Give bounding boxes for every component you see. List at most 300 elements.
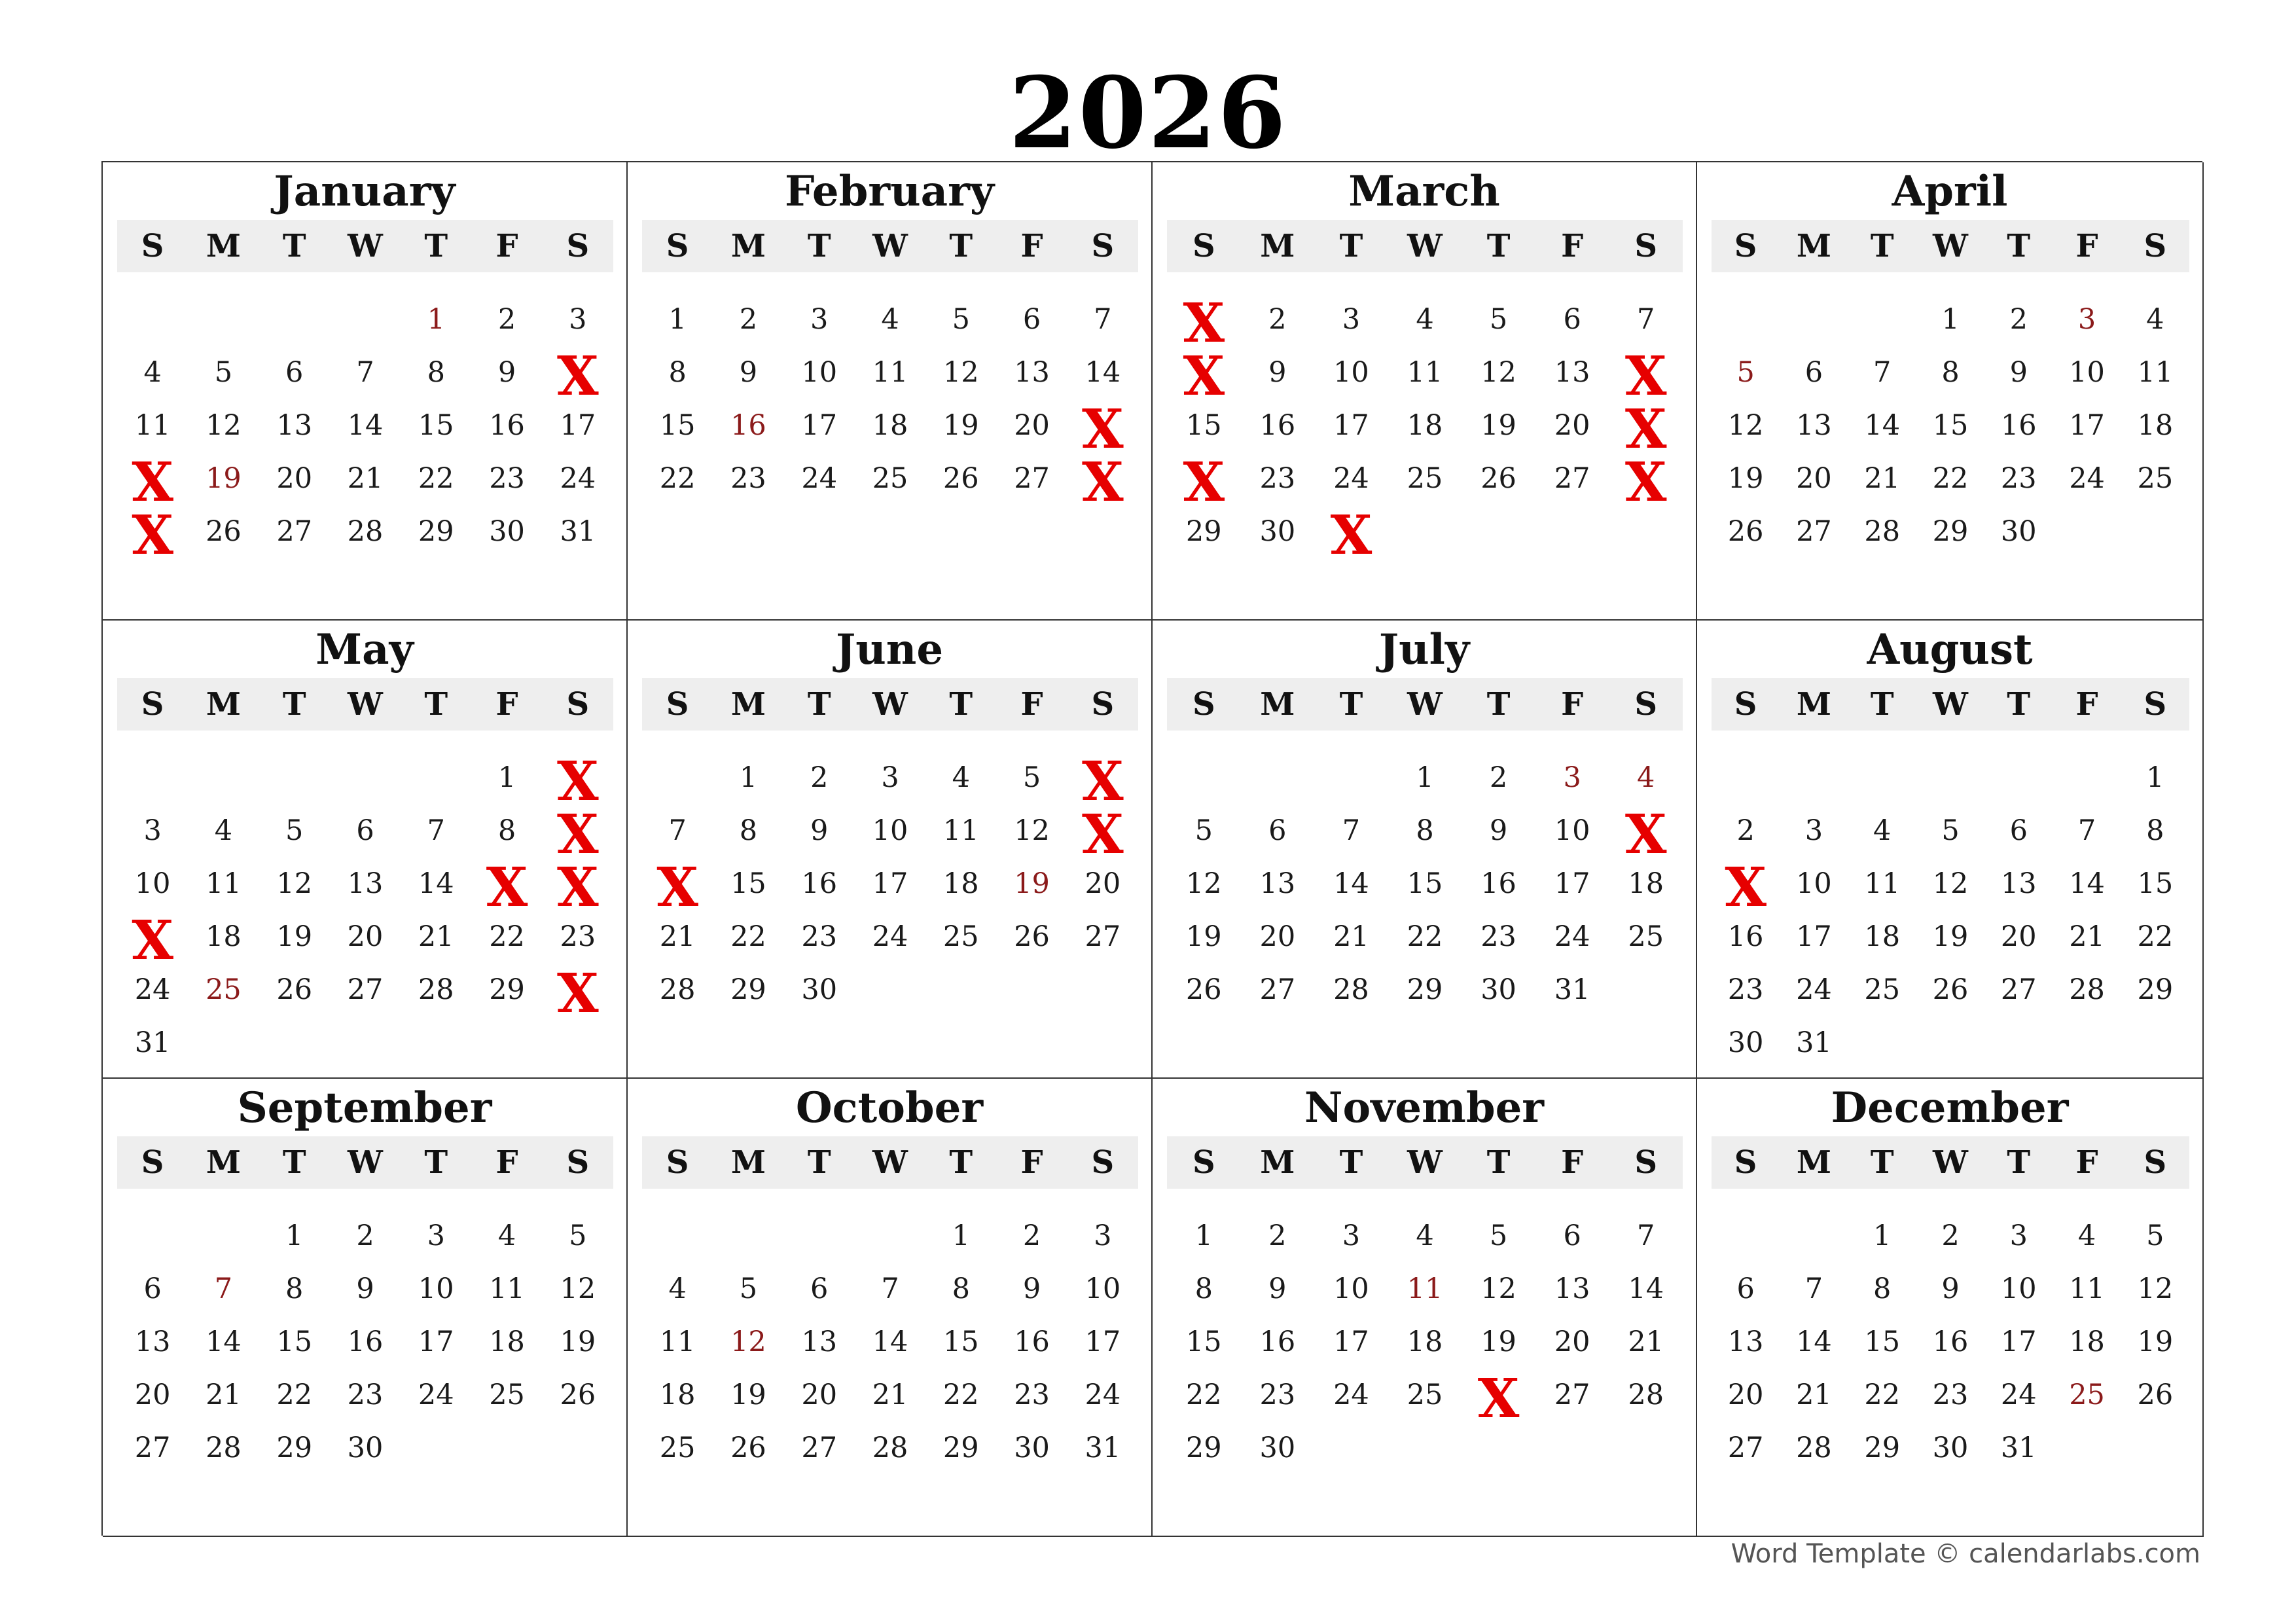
day-cell: 26 [560,1379,596,1411]
day-cell: 13 [1554,356,1590,389]
day-cell: 1 [1416,761,1434,794]
holiday-day: 25 [2069,1379,2105,1411]
calendar-grid [101,161,2202,1536]
day-cell: 30 [2000,515,2037,548]
day-cell: 17 [801,409,838,442]
day-cell: 23 [1014,1379,1050,1411]
day-cell: 28 [1864,515,1901,548]
day-cell: 3 [427,1219,445,1252]
day-cell: 14 [1628,1272,1664,1305]
day-cell: 12 [206,409,242,442]
day-cell: 17 [2000,1326,2037,1358]
weekday-label: S [666,228,689,264]
day-cell: 4 [952,761,970,794]
weekday-label: M [730,228,766,264]
day-cell: 9 [2009,356,2028,389]
day-cell: 4 [1873,814,1892,847]
day-cell: 8 [497,814,516,847]
day-cell: 18 [2069,1326,2105,1358]
day-cell: 26 [2137,1379,2174,1411]
marked-day: X [1725,856,1767,919]
weekday-label: T [1870,686,1894,723]
day-cell: 1 [739,761,758,794]
day-cell: 28 [1333,973,1369,1006]
day-cell: 10 [1796,867,1832,900]
weekday-label: T [282,228,306,264]
weekday-label: T [949,686,973,723]
month-june [628,621,1153,1079]
day-cell: 29 [418,515,454,548]
weekday-label: T [1870,228,1894,264]
weekday-label: T [1870,1144,1894,1181]
holiday-day: 1 [427,303,445,336]
holiday-day: 11 [1407,1272,1443,1305]
day-cell: 15 [1185,1326,1222,1358]
day-cell: 8 [1941,356,1960,389]
day-cell: 7 [427,814,445,847]
day-cell: 20 [347,920,384,953]
day-cell: 24 [872,920,908,953]
day-cell: 14 [2069,867,2105,900]
day-cell: 1 [285,1219,304,1252]
marked-day: X [1183,345,1225,408]
day-cell: 8 [1873,1272,1892,1305]
holiday-day: 3 [2077,303,2096,336]
day-cell: 30 [1014,1432,1050,1464]
marked-day: X [656,856,698,919]
day-cell: 4 [143,356,162,389]
weekday-label: T [2007,1144,2031,1181]
day-cell: 13 [1796,409,1832,442]
day-cell: 22 [1932,462,1969,495]
month-title: November [1304,1083,1544,1132]
day-cell: 10 [2000,1272,2037,1305]
day-cell: 15 [1932,409,1969,442]
weekday-label: T [424,1144,448,1181]
day-cell: 27 [1014,462,1050,495]
weekday-label: S [1192,1144,1215,1181]
day-cell: 23 [489,462,525,495]
day-cell: 12 [1185,867,1222,900]
day-cell: 14 [1796,1326,1832,1358]
day-cell: 4 [497,1219,516,1252]
weekday-label: T [2007,228,2031,264]
weekday-label: F [495,1144,518,1181]
day-cell: 31 [1554,973,1590,1006]
day-cell: 25 [1864,973,1901,1006]
day-cell: 24 [134,973,171,1006]
day-cell: 2 [810,761,829,794]
weekday-label: F [2075,1144,2098,1181]
day-cell: 8 [668,356,687,389]
day-cell: 27 [1727,1432,1764,1464]
day-cell: 5 [2146,1219,2164,1252]
day-cell: 4 [1416,303,1434,336]
day-cell: 31 [2000,1432,2037,1464]
day-cell: 21 [1864,462,1901,495]
year-title: 2026 [1009,56,1287,171]
day-cell: 8 [285,1272,304,1305]
marked-day: X [1624,451,1667,514]
weekday-label: T [949,1144,973,1181]
weekday-header [117,220,613,272]
weekday-label: S [1634,686,1658,723]
day-cell: 11 [2069,1272,2105,1305]
day-cell: 13 [1259,867,1296,900]
day-cell: 31 [1085,1432,1121,1464]
weekday-label: M [206,228,241,264]
day-cell: 19 [1480,1326,1516,1358]
day-cell: 23 [560,920,596,953]
day-cell: 11 [2137,356,2174,389]
day-cell: 23 [2000,462,2037,495]
weekday-label: S [666,1144,689,1181]
day-cell: 7 [1637,1219,1655,1252]
day-cell: 3 [143,814,162,847]
day-cell: 12 [276,867,313,900]
day-cell: 10 [801,356,838,389]
day-cell: 26 [942,462,979,495]
day-cell: 7 [1804,1272,1823,1305]
month-title: August [1867,625,2033,674]
day-cell: 31 [560,515,596,548]
marked-day: X [132,451,173,514]
weekday-label: W [872,1144,908,1181]
day-cell: 17 [1796,920,1832,953]
day-cell: 24 [1333,462,1369,495]
holiday-day: 25 [206,973,242,1006]
marked-day: X [132,504,173,567]
day-cell: 15 [1185,409,1222,442]
day-cell: 6 [1022,303,1041,336]
month-title: May [315,625,414,674]
day-cell: 17 [872,867,908,900]
day-cell: 11 [134,409,171,442]
weekday-label: W [872,686,908,723]
day-cell: 7 [1094,303,1112,336]
day-cell: 26 [276,973,313,1006]
day-cell: 28 [1628,1379,1664,1411]
day-cell: 27 [1259,973,1296,1006]
weekday-label: W [1407,686,1443,723]
day-cell: 21 [1796,1379,1832,1411]
day-cell: 16 [1259,409,1296,442]
day-cell: 16 [1480,867,1516,900]
day-cell: 12 [1014,814,1050,847]
day-cell: 6 [143,1272,162,1305]
day-cell: 13 [1727,1326,1764,1358]
day-cell: 28 [659,973,696,1006]
day-cell: 23 [1259,1379,1296,1411]
day-cell: 24 [1333,1379,1369,1411]
day-cell: 12 [560,1272,596,1305]
weekday-header [1712,1136,2189,1189]
day-cell: 19 [560,1326,596,1358]
weekday-label: S [1192,228,1215,264]
day-cell: 31 [1796,1026,1832,1059]
day-cell: 28 [418,973,454,1006]
day-cell: 20 [134,1379,171,1411]
day-cell: 20 [1554,1326,1590,1358]
weekday-label: S [1734,1144,1757,1181]
day-cell: 9 [1941,1272,1960,1305]
day-cell: 6 [1563,1219,1581,1252]
day-cell: 11 [1864,867,1901,900]
weekday-header [1712,220,2189,272]
weekday-label: W [348,686,383,723]
month-march [1153,162,1697,621]
day-cell: 20 [1014,409,1050,442]
day-cell: 15 [1864,1326,1901,1358]
marked-day: X [1082,750,1124,813]
day-cell: 2 [1941,1219,1960,1252]
day-cell: 20 [1259,920,1296,953]
day-cell: 13 [2000,867,2037,900]
day-cell: 13 [1554,1272,1590,1305]
weekday-label: S [141,1144,164,1181]
day-cell: 7 [356,356,374,389]
day-cell: 25 [872,462,908,495]
day-cell: 2 [356,1219,374,1252]
day-cell: 22 [1864,1379,1901,1411]
day-cell: 27 [1796,515,1832,548]
day-cell: 28 [206,1432,242,1464]
weekday-label: W [348,1144,383,1181]
day-cell: 15 [659,409,696,442]
day-cell: 18 [1407,409,1443,442]
day-cell: 16 [1259,1326,1296,1358]
weekday-label: W [872,228,908,264]
day-cell: 9 [1022,1272,1041,1305]
day-cell: 12 [942,356,979,389]
day-cell: 29 [1932,515,1969,548]
weekday-label: T [2007,686,2031,723]
month-november [1153,1079,1697,1537]
day-cell: 8 [952,1272,970,1305]
day-cell: 30 [489,515,525,548]
day-cell: 21 [206,1379,242,1411]
month-december [1697,1079,2204,1537]
day-cell: 14 [1085,356,1121,389]
day-cell: 10 [1333,356,1369,389]
day-cell: 4 [2077,1219,2096,1252]
day-cell: 8 [739,814,758,847]
day-cell: 20 [2000,920,2037,953]
month-title: January [274,167,456,216]
day-cell: 16 [1727,920,1764,953]
day-cell: 20 [1085,867,1121,900]
day-cell: 13 [276,409,313,442]
day-cell: 26 [1185,973,1222,1006]
day-cell: 22 [489,920,525,953]
day-cell: 14 [347,409,384,442]
marked-day: X [1330,504,1372,567]
weekday-label: S [1091,228,1115,264]
day-cell: 19 [1932,920,1969,953]
day-cell: 7 [668,814,687,847]
footer-credit: Word Template © calendarlabs.com [1731,1539,2200,1569]
day-cell: 16 [1932,1326,1969,1358]
marked-day: X [1183,451,1225,514]
day-cell: 26 [1480,462,1516,495]
day-cell: 15 [418,409,454,442]
day-cell: 14 [206,1326,242,1358]
day-cell: 26 [1727,515,1764,548]
day-cell: 5 [1022,761,1041,794]
holiday-day: 12 [730,1326,766,1358]
day-cell: 11 [872,356,908,389]
day-cell: 21 [1333,920,1369,953]
day-cell: 17 [418,1326,454,1358]
day-cell: 23 [801,920,838,953]
day-cell: 18 [942,867,979,900]
month-july [1153,621,1697,1079]
marked-day: X [1082,398,1124,461]
marked-day: X [1624,398,1667,461]
day-cell: 19 [2137,1326,2174,1358]
marked-day: X [1624,803,1667,866]
day-cell: 30 [1259,515,1296,548]
day-cell: 1 [952,1219,970,1252]
day-cell: 3 [1342,1219,1361,1252]
day-cell: 4 [668,1272,687,1305]
day-cell: 4 [2146,303,2164,336]
day-cell: 15 [730,867,766,900]
day-cell: 17 [2069,409,2105,442]
month-february [628,162,1153,621]
holiday-day: 16 [730,409,766,442]
day-cell: 27 [1554,462,1590,495]
day-cell: 9 [356,1272,374,1305]
weekday-label: T [1339,1144,1363,1181]
day-cell: 5 [569,1219,587,1252]
day-cell: 18 [2137,409,2174,442]
day-cell: 11 [942,814,979,847]
marked-day: X [1082,451,1124,514]
day-cell: 9 [1489,814,1508,847]
weekday-label: T [1339,686,1363,723]
weekday-label: M [730,686,766,723]
day-cell: 25 [2137,462,2174,495]
day-cell: 5 [1941,814,1960,847]
day-cell: 22 [659,462,696,495]
weekday-label: S [1734,686,1757,723]
day-cell: 28 [872,1432,908,1464]
day-cell: 27 [801,1432,838,1464]
weekday-label: S [566,228,590,264]
day-cell: 21 [418,920,454,953]
day-cell: 20 [1554,409,1590,442]
day-cell: 30 [1932,1432,1969,1464]
day-cell: 17 [1085,1326,1121,1358]
weekday-label: F [1020,1144,1043,1181]
weekday-label: T [807,228,831,264]
month-september [103,1079,628,1537]
day-cell: 22 [276,1379,313,1411]
day-cell: 18 [1864,920,1901,953]
day-cell: 23 [1932,1379,1969,1411]
day-cell: 1 [2146,761,2164,794]
day-cell: 5 [1194,814,1213,847]
day-cell: 12 [1480,356,1516,389]
day-cell: 10 [134,867,171,900]
day-cell: 27 [347,973,384,1006]
day-cell: 3 [1094,1219,1112,1252]
day-cell: 14 [872,1326,908,1358]
day-cell: 24 [2069,462,2105,495]
day-cell: 5 [952,303,970,336]
day-cell: 13 [801,1326,838,1358]
day-cell: 8 [1194,1272,1213,1305]
day-cell: 2 [1022,1219,1041,1252]
day-cell: 15 [276,1326,313,1358]
weekday-label: S [1091,1144,1115,1181]
day-cell: 2 [1268,1219,1287,1252]
day-cell: 20 [801,1379,838,1411]
day-cell: 15 [2137,867,2174,900]
day-cell: 15 [1407,867,1443,900]
month-title: March [1348,167,1500,216]
day-cell: 19 [1480,409,1516,442]
day-cell: 17 [1333,1326,1369,1358]
day-cell: 25 [489,1379,525,1411]
weekday-label: T [949,228,973,264]
weekday-label: T [282,1144,306,1181]
day-cell: 16 [801,867,838,900]
day-cell: 29 [489,973,525,1006]
weekday-label: S [1634,1144,1658,1181]
day-cell: 7 [881,1272,899,1305]
weekday-label: S [1091,686,1115,723]
day-cell: 3 [2009,1219,2028,1252]
day-cell: 25 [1628,920,1664,953]
day-cell: 19 [1727,462,1764,495]
day-cell: 7 [1873,356,1892,389]
weekday-label: F [2075,686,2098,723]
day-cell: 22 [1185,1379,1222,1411]
weekday-label: M [1796,686,1831,723]
day-cell: 9 [810,814,829,847]
weekday-label: W [348,228,383,264]
day-cell: 29 [942,1432,979,1464]
weekday-label: W [1933,228,1968,264]
weekday-header [1712,678,2189,731]
weekday-label: M [1260,1144,1295,1181]
day-cell: 27 [1085,920,1121,953]
weekday-label: S [2144,1144,2167,1181]
weekday-label: S [2144,686,2167,723]
month-august [1697,621,2204,1079]
day-cell: 20 [276,462,313,495]
day-cell: 24 [560,462,596,495]
marked-day: X [557,750,599,813]
day-cell: 12 [1480,1272,1516,1305]
day-cell: 28 [347,515,384,548]
day-cell: 29 [1185,515,1222,548]
day-cell: 12 [1932,867,1969,900]
day-cell: 24 [1085,1379,1121,1411]
day-cell: 21 [872,1379,908,1411]
marked-day: X [132,909,173,972]
day-cell: 10 [1085,1272,1121,1305]
day-cell: 29 [730,973,766,1006]
day-cell: 18 [1628,867,1664,900]
day-cell: 17 [560,409,596,442]
day-cell: 29 [1864,1432,1901,1464]
day-cell: 24 [2000,1379,2037,1411]
marked-day: X [1624,345,1667,408]
day-cell: 30 [347,1432,384,1464]
